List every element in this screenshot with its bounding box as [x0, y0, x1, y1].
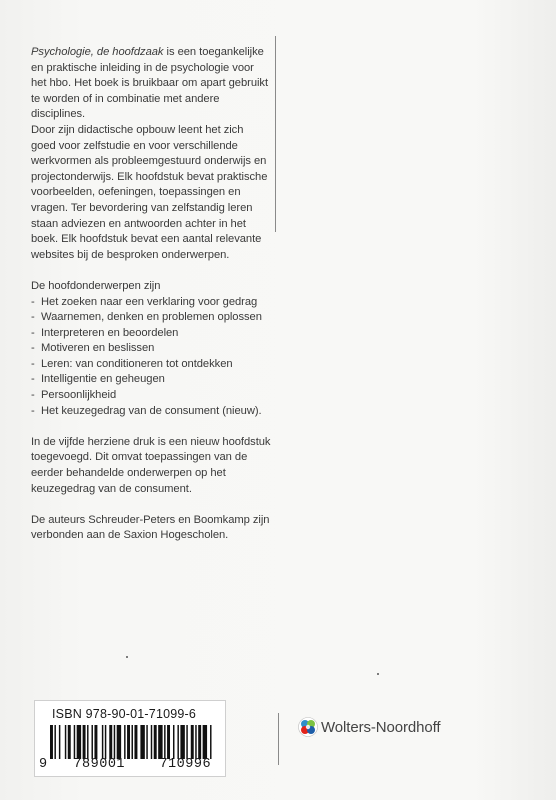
barcode-bar [158, 725, 162, 759]
barcode-bar [140, 725, 144, 759]
barcode-bar [59, 725, 60, 759]
barcode-bar [198, 725, 201, 759]
barcode-bar [210, 725, 211, 759]
wolters-noordhoff-logo-icon [298, 717, 318, 737]
barcode-bar [87, 725, 88, 759]
barcode-bar [203, 725, 207, 759]
barcode-icon [49, 725, 214, 759]
topics-heading: De hoofdonderwerpen zijn [31, 279, 161, 292]
print-speck [126, 656, 128, 658]
list-item: - Interpreteren en beoordelen [31, 326, 271, 342]
barcode-bar [164, 725, 165, 759]
barcode-bar [151, 725, 152, 759]
divider-line-top [275, 36, 276, 232]
book-title: Psychologie, de hoofdzaak [31, 46, 164, 58]
barcode-bar [167, 725, 170, 759]
list-item: - Intelligentie en geheugen [31, 372, 271, 388]
list-item: - Het zoeken naar een verklaring voor gedrag [31, 295, 271, 311]
barcode-bar [134, 725, 137, 759]
list-item: - Het keuzegedrag van de consument (nieuw). [31, 404, 271, 420]
barcode-bar [50, 725, 53, 759]
barcode-bar [74, 725, 75, 759]
barcode-bar [177, 725, 178, 759]
intro-paragraph [31, 45, 271, 123]
barcode-bar [124, 725, 125, 759]
barcode-bar [173, 725, 174, 759]
edition-paragraph: In de vijfde herziene druk is een nieuw hoofdstuk toegevoegd. Dit omvat toepassingen van de eerder behandelde onderwerpen op het keuzegedrag van de consument. [31, 435, 271, 495]
barcode-bar [109, 725, 112, 759]
barcode-bar [146, 725, 147, 759]
barcode-bar [65, 725, 66, 759]
barcode-bar [132, 725, 133, 759]
barcode-digits [39, 757, 221, 772]
barcode-digits-left: 789001 [73, 757, 126, 772]
barcode-bar [127, 725, 130, 759]
barcode-bar [186, 725, 187, 759]
barcode-bar [77, 725, 81, 759]
list-item: - Persoonlijkheid [31, 388, 271, 404]
paragraph-gap [31, 263, 271, 279]
isbn-label: ISBN 978-90-01-71099-6 [52, 707, 197, 721]
barcode-bar [54, 725, 55, 759]
barcode-bar [191, 725, 194, 759]
list-item: - Motiveren en beslissen [31, 341, 271, 357]
barcode-bar [68, 725, 71, 759]
intro-text: is een toegankelijke en praktische inleiding in de psychologie voor het hbo. Het boek is bruikbaar om apart gebruikt te worden of in combinatie met andere disciplines. [31, 46, 269, 121]
topics-list [31, 295, 271, 420]
paragraph-gap [31, 419, 271, 435]
publisher-logo [298, 717, 440, 737]
back-cover-blurb [31, 45, 271, 544]
barcode-bar [154, 725, 157, 759]
didactic-paragraph: Door zijn didactische opbouw leent het zich goed voor zelfstudie en voor verschillende werkvormen als probleemgestuurd onderwijs en projectonderwijs. Elk hoofdstuk bevat praktische voorbeelden, oefeningen, toepassingen en vragen. Ter bevordering van zelfstandig leren staan adviezen en antwoorden achter in het boek. Elk hoofdstuk bevat een aantal relevante websites bij de besproken onderwerpen. [31, 123, 268, 261]
barcode-bar [83, 725, 86, 759]
barcode-bar [180, 725, 184, 759]
publisher-name: Wolters-Noordhoff [321, 718, 441, 736]
list-item: - Leren: van conditioneren tot ontdekken [31, 357, 271, 373]
paragraph-gap [31, 497, 271, 513]
list-item: - Waarnemen, denken en problemen oplossen [31, 310, 271, 326]
barcode-digit-first: 9 [39, 757, 48, 772]
authors-paragraph: De auteurs Schreuder-Peters en Boomkamp zijn verbonden aan de Saxion Hogescholen. [31, 513, 270, 542]
divider-line-bottom [278, 713, 279, 765]
barcode-bar [102, 725, 103, 759]
barcode-bar [91, 725, 92, 759]
barcode-sticker [34, 700, 226, 777]
barcode-bar [117, 725, 121, 759]
barcode-bar [114, 725, 115, 759]
barcode-bar [195, 725, 196, 759]
barcode-bar [94, 725, 97, 759]
barcode-bar [105, 725, 106, 759]
barcode-digits-right: 710996 [159, 757, 212, 772]
print-speck [377, 673, 379, 675]
